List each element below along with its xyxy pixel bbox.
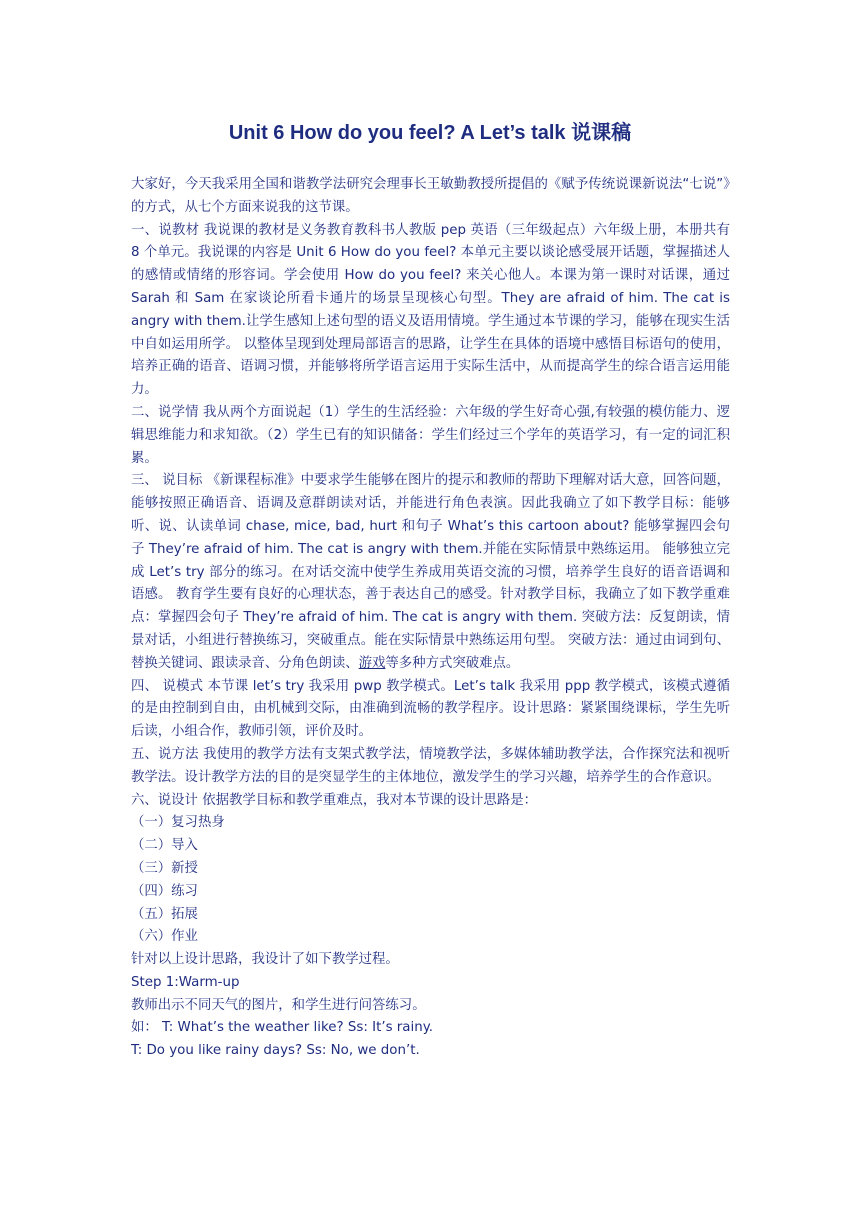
design-step: （四）练习 <box>131 883 198 899</box>
section-design: 六、说设计 依据教学目标和教学重难点，我对本节课的设计思路是： <box>131 792 537 808</box>
dialog-line: 如： T: What’s the weather like? Ss: It’s rainy. <box>131 1020 433 1036</box>
games-link[interactable]: 游戏 <box>358 655 386 671</box>
section-textbook: 一、说教材 我说课的教材是义务教育教科书人教版 pep 英语（三年级起点）六年级上册，本册共有 8 个单元。我说课的内容是 Unit 6 How do you feel? 本单元主要以谈论感受展开话题，掌握描述人的感情或情绪的形容词。学会使用 How do you feel? 来关心他人。本课为第一课时对话课，通过 Sarah 和 Sam 在家谈论所看卡通片的场景呈现核心句型。They are afraid of him. The cat is angry with them.让学生感知上述句型的语义及语用情境。学生通过本节课的学习，能够在现实生活中自如运用所学。 以整体呈现到处理局部语言的思路，让学生在具体的语境中感悟目标语句的使用，培养正确的语音、语调习惯，并能够将所学语言运用于实际生活中，从而提高学生的综合语言运用能力。 <box>131 222 730 398</box>
intro-paragraph: 大家好，今天我采用全国和谐教学法研究会理事长王敏勤教授所提倡的《赋予传统说课新说法“七说”》的方式，从七个方面来说我的这节课。 <box>131 177 730 215</box>
process-intro: 针对以上设计思路，我设计了如下教学过程。 <box>131 952 399 968</box>
section-mode: 四、 说模式 本节课 let’s try 我采用 pwp 教学模式。Let’s talk 我采用 ppp 教学模式，该模式遵循的是由控制到自由，由机械到交际，由准确到流畅的教学程序。设计思路：紧紧围绕课标，学生先听后读，小组合作，教师引领，评价及时。 <box>131 678 730 740</box>
section-methods: 五、说方法 我使用的教学方法有支架式教学法，情境教学法，多媒体辅助教学法，合作探究法和视听教学法。设计教学方法的目的是突显学生的主体地位，激发学生的学习兴趣，培养学生的合作意识。 <box>131 746 730 785</box>
design-step: （六）作业 <box>131 929 198 945</box>
document-title: Unit 6 How do you feel? A Let’s talk 说课稿 <box>228 122 632 144</box>
step1-description: 教师出示不同天气的图片，和学生进行问答练习。 <box>131 997 426 1013</box>
design-step: （五）拓展 <box>131 906 198 922</box>
section-objectives-end: 等多种方式突破难点。 <box>385 655 520 671</box>
design-step: （二）导入 <box>131 838 198 854</box>
section-objectives-text: 三、 说目标 《新课程标准》中要求学生能够在图片的提示和教师的帮助下理解对话大意，回答问题，能够按照正确语音、语调及意群朗读对话，并能进行角色表演。因此我确立了如下教学目标：能够听、说、认读单词 chase, mice, bad, hurt 和句子 What’s this cartoon about? 能够掌握四会句子 They’re afraid of him. The cat is angry with them.并能在实际情景中熟练运用。 能够独立完成 Let’s try 部分的练习。在对话交流中使学生养成用英语交流的习惯，培养学生良好的语音语调和语感。 教育学生要有良好的心理状态，善于表达自己的感受。针对教学目标，我确立了如下教学重难点：掌握四会句子 They’re afraid of him. The cat is angry with them. 突破方法：反复朗读，情景对话，小组进行替换练习，突破重点。能在实际情景中熟练运用句型。 突破方法：通过由词到句、替换关键词、跟读录音、分角色朗读、 <box>131 473 730 671</box>
document-body <box>131 174 730 1063</box>
design-step: （一）复习热身 <box>131 815 225 831</box>
dialog-line: T: Do you like rainy days? Ss: No, we don’t. <box>131 1043 420 1059</box>
design-step: （三）新授 <box>131 860 198 876</box>
step1-heading: Step 1:Warm-up <box>131 974 240 990</box>
section-students: 二、说学情 我从两个方面说起（1）学生的生活经验：六年级的学生好奇心强,有较强的模仿能力、逻辑思维能力和求知欲。（2）学生已有的知识储备：学生们经过三个学年的英语学习，有一定的词汇积累。 <box>131 404 730 466</box>
section-objectives <box>131 470 730 675</box>
